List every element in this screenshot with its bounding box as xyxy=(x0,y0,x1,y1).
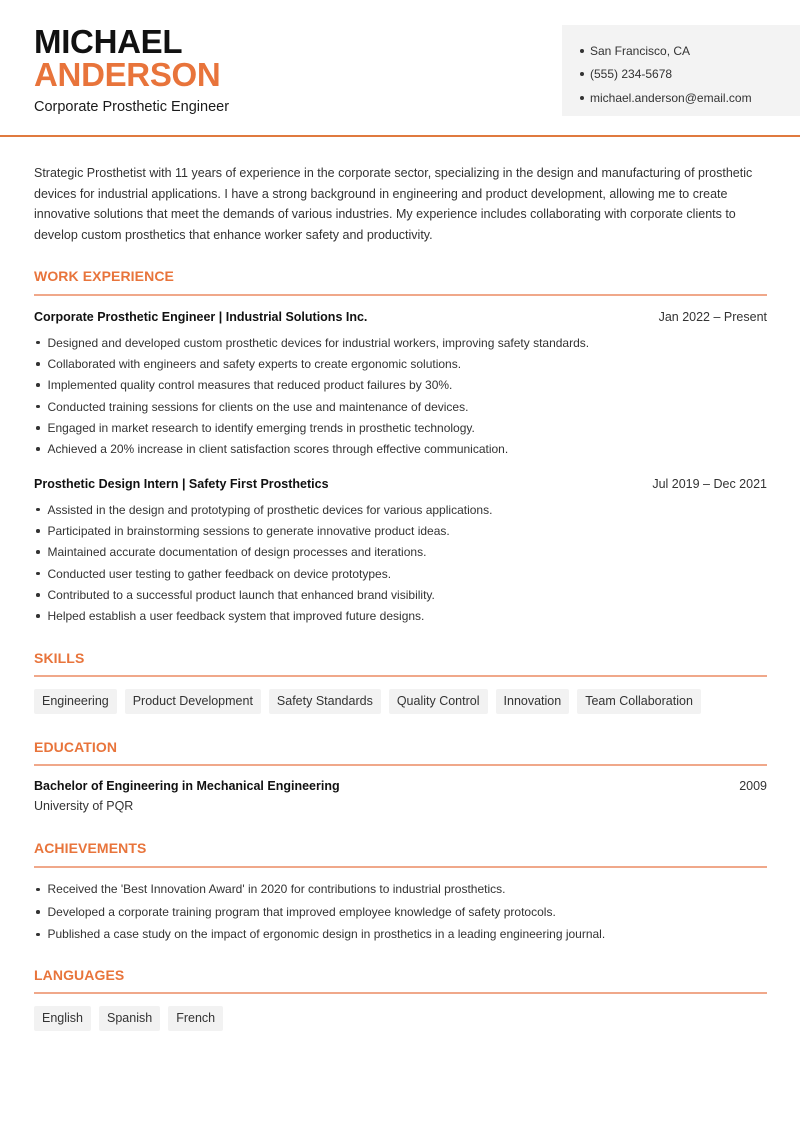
job-bullets xyxy=(34,499,767,627)
skill-tag: Product Development xyxy=(125,689,261,714)
section-divider xyxy=(34,764,767,766)
bullet-text: Conducted training sessions for clients on the use and maintenance of devices. xyxy=(47,399,469,414)
language-tag: English xyxy=(34,1006,91,1031)
list-item xyxy=(34,438,767,459)
bullet-text: Implemented quality control measures that reduced product failures by 30%. xyxy=(47,378,453,393)
list-item xyxy=(34,542,767,563)
school: University of PQR xyxy=(34,799,134,813)
last-name: ANDERSON xyxy=(34,56,221,93)
job-bullets xyxy=(34,332,767,460)
contact-email xyxy=(580,86,800,110)
list-item xyxy=(34,375,767,396)
skills-tags xyxy=(34,689,701,714)
bullet-icon xyxy=(36,362,40,366)
bullet-text: Assisted in the design and prototyping of prosthetic devices for various applications. xyxy=(47,502,493,517)
section-title-languages: LANGUAGES xyxy=(34,967,125,983)
bullet-icon xyxy=(580,49,584,53)
degree: Bachelor of Engineering in Mechanical Engineering xyxy=(34,779,340,793)
achievement-bullets xyxy=(34,878,767,946)
list-item xyxy=(34,878,767,901)
section-title-education: EDUCATION xyxy=(34,739,118,755)
bullet-text: Collaborated with engineers and safety experts to create ergonomic solutions. xyxy=(47,356,462,371)
email-text: michael.anderson@email.com xyxy=(590,90,752,105)
bullet-text: Achieved a 20% increase in client satisfaction scores through effective communication. xyxy=(47,442,509,457)
bullet-text: Received the 'Best Innovation Award' in 2020 for contributions to industrial prosthetics. xyxy=(47,882,506,897)
section-divider xyxy=(34,675,767,677)
bullet-icon xyxy=(36,614,40,618)
job-dates: Jul 2019 – Dec 2021 xyxy=(652,477,767,491)
location-text: San Francisco, CA xyxy=(590,43,691,58)
list-item xyxy=(34,353,767,374)
bullet-text: Engaged in market research to identify emerging trends in prosthetic technology. xyxy=(47,420,475,435)
section-title-skills: SKILLS xyxy=(34,650,85,666)
bullet-icon xyxy=(580,96,584,100)
skill-tag: Safety Standards xyxy=(269,689,381,714)
language-tag: Spanish xyxy=(99,1006,160,1031)
section-divider xyxy=(34,294,767,296)
bullet-icon xyxy=(36,572,40,576)
skill-tag: Team Collaboration xyxy=(577,689,701,714)
contact-box xyxy=(562,25,800,116)
section-divider xyxy=(34,866,767,868)
section-title-achievements: ACHIEVEMENTS xyxy=(34,840,147,856)
skill-tag: Quality Control xyxy=(389,689,488,714)
bullet-icon xyxy=(36,341,40,345)
phone-text: (555) 234-5678 xyxy=(590,67,673,82)
bullet-icon xyxy=(36,550,40,554)
job-title: Corporate Prosthetic Engineer xyxy=(34,99,230,115)
summary-paragraph: Strategic Prosthetist with 11 years of experience in the corporate sector, specializing in the design and manufacturing of prosthetic devices for industrial applications. I have a strong background in engineering and product development, allowing me to create innovative solutions that meet the demands of various industries. My experience includes collaborating with corporate clients to develop custom prosthetics that enhance worker safety and productivity. xyxy=(34,166,753,243)
contact-location xyxy=(580,39,800,63)
bullet-text: Contributed to a successful product launch that enhanced brand visibility. xyxy=(47,587,435,602)
bullet-text: Maintained accurate documentation of design processes and iterations. xyxy=(47,545,427,560)
first-name: MICHAEL xyxy=(34,23,183,60)
job-role: Prosthetic Design Intern | Safety First Prosthetics xyxy=(34,477,329,491)
bullet-icon xyxy=(36,910,40,914)
resume-header xyxy=(0,0,800,137)
bullet-icon xyxy=(36,888,40,892)
bullet-icon xyxy=(36,933,40,937)
education-header xyxy=(34,779,767,793)
section-divider xyxy=(34,992,767,994)
bullet-icon xyxy=(580,72,584,76)
bullet-icon xyxy=(36,593,40,597)
bullet-icon xyxy=(36,447,40,451)
list-item xyxy=(34,332,767,353)
bullet-icon xyxy=(36,383,40,387)
bullet-icon xyxy=(36,508,40,512)
language-tag: French xyxy=(168,1006,223,1031)
list-item xyxy=(34,417,767,438)
list-item xyxy=(34,605,767,626)
job-header xyxy=(34,310,767,324)
list-item xyxy=(34,584,767,605)
bullet-text: Helped establish a user feedback system that improved future designs. xyxy=(47,609,425,624)
list-item xyxy=(34,396,767,417)
contact-phone xyxy=(580,63,800,87)
job-dates: Jan 2022 – Present xyxy=(658,310,767,324)
graduation-year: 2009 xyxy=(739,779,767,793)
list-item xyxy=(34,901,767,924)
list-item xyxy=(34,499,767,520)
skill-tag: Engineering xyxy=(34,689,117,714)
language-tags xyxy=(34,1006,223,1031)
bullet-text: Participated in brainstorming sessions to generate innovative product ideas. xyxy=(47,523,450,538)
list-item xyxy=(34,923,767,946)
job-header xyxy=(34,477,767,491)
bullet-text: Conducted user testing to gather feedback on device prototypes. xyxy=(47,566,392,581)
section-title-work: WORK EXPERIENCE xyxy=(34,268,174,284)
job-role: Corporate Prosthetic Engineer | Industrial Solutions Inc. xyxy=(34,310,368,324)
list-item xyxy=(34,563,767,584)
bullet-text: Developed a corporate training program that improved employee knowledge of safety protocols. xyxy=(47,904,556,919)
bullet-icon xyxy=(36,405,40,409)
bullet-icon xyxy=(36,426,40,430)
bullet-icon xyxy=(36,529,40,533)
bullet-text: Designed and developed custom prosthetic devices for industrial workers, improving safety standards. xyxy=(47,335,590,350)
bullet-text: Published a case study on the impact of ergonomic design in prosthetics in a leading engineering journal. xyxy=(47,927,606,942)
list-item xyxy=(34,520,767,541)
skill-tag: Innovation xyxy=(496,689,570,714)
